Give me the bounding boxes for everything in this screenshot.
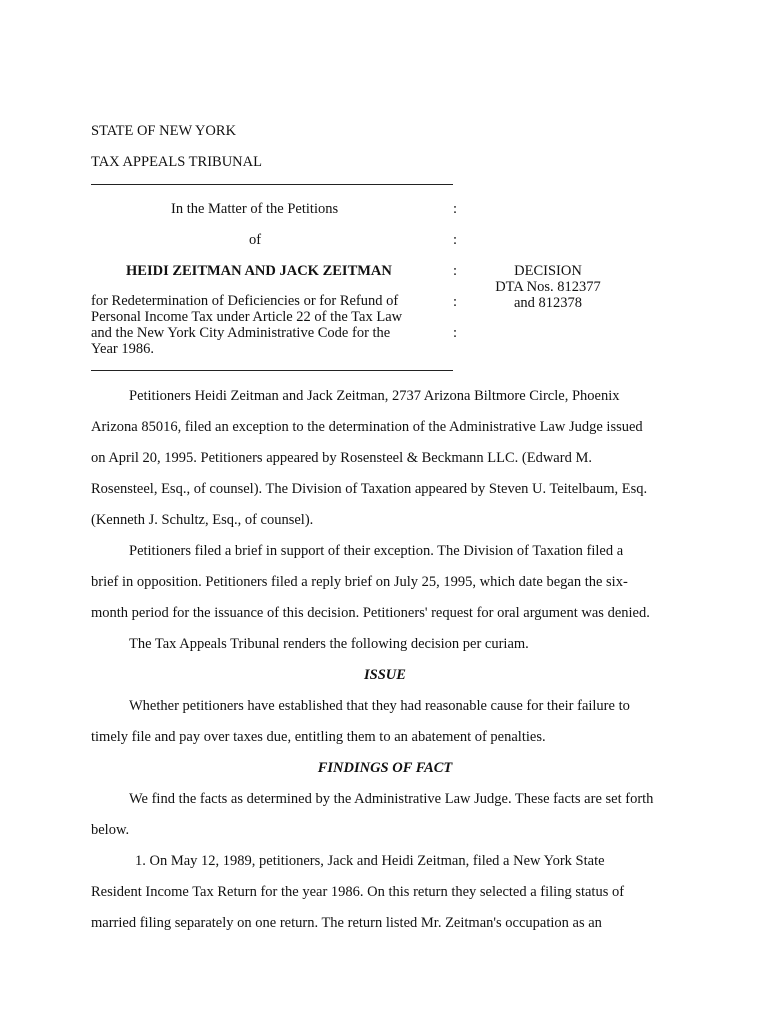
body-line: married filing separately on one return. The return listed Mr. Zeitman's occupation as an: [91, 915, 602, 931]
findings-heading: FINDINGS OF FACT: [317, 760, 453, 776]
body-line: We find the facts as determined by the Administrative Law Judge. These facts are set forth: [129, 791, 654, 807]
caption-colon: :: [453, 263, 458, 279]
caption-colon: :: [453, 232, 458, 248]
caption-purpose-line: Personal Income Tax under Article 22 of the Tax Law: [91, 309, 403, 325]
caption-of: of: [249, 232, 262, 248]
dta-numbers-cont: and 812378: [513, 295, 583, 311]
issue-heading: ISSUE: [364, 667, 406, 683]
body-line: The Tax Appeals Tribunal renders the following decision per curiam.: [129, 636, 529, 652]
caption-purpose-line: Year 1986.: [91, 341, 154, 357]
body-line: Resident Income Tax Return for the year 1986. On this return they selected a filing status of: [91, 884, 625, 900]
body-line: month period for the issuance of this decision. Petitioners' request for oral argument was denied.: [91, 605, 650, 621]
state-heading: STATE OF NEW YORK: [91, 123, 237, 139]
decision-block: [488, 263, 608, 311]
body-line: Petitioners Heidi Zeitman and Jack Zeitman, 2737 Arizona Biltmore Circle, Phoenix: [129, 388, 620, 404]
caption-top-rule: [91, 184, 453, 185]
body-line: (Kenneth J. Schultz, Esq., of counsel).: [91, 512, 314, 528]
body-line: 1. On May 12, 1989, petitioners, Jack and Heidi Zeitman, filed a New York State: [135, 853, 605, 869]
body-line: Arizona 85016, filed an exception to the determination of the Administrative Law Judge issued: [91, 419, 643, 435]
body-line: Petitioners filed a brief in support of their exception. The Division of Taxation filed a: [129, 543, 624, 559]
caption-bottom-rule: [91, 370, 453, 371]
caption-purpose-line: for Redetermination of Deficiencies or for Refund of: [91, 293, 399, 309]
caption-colon: :: [453, 294, 458, 310]
body-line: below.: [91, 822, 130, 838]
body-line: brief in opposition. Petitioners filed a reply brief on July 25, 1995, which date began the six-: [91, 574, 628, 590]
body-line: on April 20, 1995. Petitioners appeared by Rosensteel & Beckmann LLC. (Edward M.: [91, 450, 592, 466]
caption-parties: HEIDI ZEITMAN AND JACK ZEITMAN: [126, 263, 392, 279]
body-line: timely file and pay over taxes due, entitling them to an abatement of penalties.: [91, 729, 546, 745]
caption-purpose-line: and the New York City Administrative Code for the: [91, 325, 391, 341]
caption-colon: :: [453, 325, 458, 341]
caption-purpose: [91, 293, 402, 357]
body-line: Rosensteel, Esq., of counsel). The Division of Taxation appeared by Steven U. Teitelbaum, Esq.: [91, 481, 648, 497]
caption-colon: :: [453, 201, 458, 217]
decision-label: DECISION: [514, 263, 582, 279]
caption-matter: In the Matter of the Petitions: [171, 201, 339, 217]
body-line: Whether petitioners have established that they had reasonable cause for their failure to: [129, 698, 630, 714]
tribunal-heading: TAX APPEALS TRIBUNAL: [91, 154, 262, 170]
dta-numbers: DTA Nos. 812377: [495, 279, 601, 295]
